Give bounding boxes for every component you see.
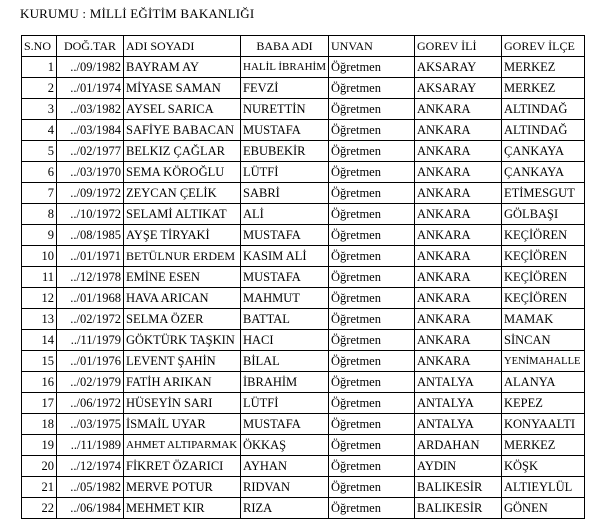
cell-full-name: AYSEL SARICA [124,99,241,120]
cell-duty-province: ANTALYA [415,393,502,414]
cell-title: Öğretmen [329,141,415,162]
cell-title: Öğretmen [329,414,415,435]
cell-duty-district: KEPEZ [502,393,585,414]
cell-full-name: İSMAİL UYAR [124,414,241,435]
table-row [22,183,585,204]
table-row [22,225,585,246]
cell-sno: 5 [22,141,57,162]
table-row [22,246,585,267]
cell-duty-province: ANKARA [415,183,502,204]
cell-duty-province: ANKARA [415,120,502,141]
cell-sno: 6 [22,162,57,183]
cell-birth-date: ../11/1979 [57,330,124,351]
cell-title: Öğretmen [329,498,415,519]
cell-full-name: ZEYCAN ÇELİK [124,183,241,204]
cell-birth-date: ../06/1984 [57,498,124,519]
cell-duty-district: ETİMESGUT [502,183,585,204]
cell-father-name: LÜTFİ [241,162,329,183]
cell-duty-province: BALIKESİR [415,477,502,498]
cell-sno: 19 [22,435,57,456]
table-row [22,309,585,330]
cell-title: Öğretmen [329,330,415,351]
table-row [22,351,585,372]
cell-father-name: FEVZİ [241,78,329,99]
cell-birth-date: ../02/1979 [57,372,124,393]
cell-father-name: KASIM ALİ [241,246,329,267]
cell-title: Öğretmen [329,267,415,288]
cell-birth-date: ../03/1984 [57,120,124,141]
col-header-full-name: ADI SOYADI [124,36,241,57]
table-row [22,57,585,78]
table-row [22,372,585,393]
cell-full-name: SELAMİ ALTIKAT [124,204,241,225]
cell-father-name: BİLAL [241,351,329,372]
table-row [22,414,585,435]
cell-duty-district: ALTIEYLÜL [502,477,585,498]
cell-title: Öğretmen [329,456,415,477]
cell-title: Öğretmen [329,246,415,267]
cell-duty-province: ANKARA [415,351,502,372]
cell-birth-date: ../01/1968 [57,288,124,309]
cell-title: Öğretmen [329,288,415,309]
cell-full-name: FİKRET ÖZARICI [124,456,241,477]
cell-duty-district: YENİMAHALLE [502,351,585,372]
cell-sno: 20 [22,456,57,477]
cell-duty-district: ÇANKAYA [502,162,585,183]
cell-birth-date: ../09/1972 [57,183,124,204]
table-row [22,120,585,141]
cell-sno: 1 [22,57,57,78]
cell-full-name: MERVE POTUR [124,477,241,498]
cell-duty-province: ANTALYA [415,414,502,435]
cell-title: Öğretmen [329,393,415,414]
table-row [22,456,585,477]
cell-duty-province: ANKARA [415,267,502,288]
cell-title: Öğretmen [329,351,415,372]
cell-title: Öğretmen [329,183,415,204]
cell-duty-district: KEÇİÖREN [502,288,585,309]
cell-duty-district: MAMAK [502,309,585,330]
cell-father-name: MAHMUT [241,288,329,309]
cell-birth-date: ../03/1982 [57,99,124,120]
cell-duty-province: ANKARA [415,99,502,120]
cell-duty-province: ARDAHAN [415,435,502,456]
cell-duty-district: MERKEZ [502,435,585,456]
col-header-sno: S.NO [22,36,57,57]
cell-title: Öğretmen [329,120,415,141]
cell-full-name: AHMET ALTIPARMAK [124,435,241,456]
cell-title: Öğretmen [329,78,415,99]
cell-title: Öğretmen [329,57,415,78]
cell-father-name: AYHAN [241,456,329,477]
cell-full-name: HÜSEYİN SARI [124,393,241,414]
cell-father-name: MUSTAFA [241,225,329,246]
col-header-duty-province: GOREV İLİ [415,36,502,57]
cell-sno: 16 [22,372,57,393]
cell-sno: 10 [22,246,57,267]
cell-duty-district: ÇANKAYA [502,141,585,162]
cell-father-name: ÖKKAŞ [241,435,329,456]
cell-duty-district: ALTINDAĞ [502,99,585,120]
table-row [22,477,585,498]
cell-birth-date: ../01/1971 [57,246,124,267]
cell-full-name: MİYASE SAMAN [124,78,241,99]
cell-father-name: ALİ [241,204,329,225]
cell-duty-district: MERKEZ [502,57,585,78]
table-row [22,288,585,309]
cell-sno: 14 [22,330,57,351]
cell-full-name: BAYRAM AY [124,57,241,78]
cell-birth-date: ../01/1976 [57,351,124,372]
cell-sno: 11 [22,267,57,288]
cell-title: Öğretmen [329,162,415,183]
cell-father-name: EBUBEKİR [241,141,329,162]
cell-father-name: MUSTAFA [241,267,329,288]
cell-duty-province: ANTALYA [415,372,502,393]
cell-sno: 22 [22,498,57,519]
cell-father-name: HALİL İBRAHİM [241,57,329,78]
col-header-title: UNVAN [329,36,415,57]
cell-title: Öğretmen [329,477,415,498]
cell-duty-district: GÖLBAŞI [502,204,585,225]
personnel-table [21,35,585,519]
cell-full-name: HAVA ARICAN [124,288,241,309]
cell-birth-date: ../11/1989 [57,435,124,456]
cell-duty-province: AKSARAY [415,78,502,99]
cell-title: Öğretmen [329,372,415,393]
col-header-birth-date: DOĞ.TAR [57,36,124,57]
cell-sno: 2 [22,78,57,99]
cell-sno: 18 [22,414,57,435]
cell-full-name: FATİH ARIKAN [124,372,241,393]
cell-father-name: SABRİ [241,183,329,204]
document-heading: KURUMU : MİLLİ EĞİTİM BAKANLIĞI [20,6,255,21]
cell-sno: 7 [22,183,57,204]
cell-sno: 12 [22,288,57,309]
cell-father-name: MUSTAFA [241,120,329,141]
cell-father-name: MUSTAFA [241,414,329,435]
cell-full-name: EMİNE ESEN [124,267,241,288]
cell-duty-district: KEÇİÖREN [502,267,585,288]
cell-birth-date: ../06/1972 [57,393,124,414]
cell-title: Öğretmen [329,435,415,456]
cell-duty-district: SİNCAN [502,330,585,351]
table-row [22,162,585,183]
cell-duty-district: GÖNEN [502,498,585,519]
table-row [22,78,585,99]
cell-duty-district: ALANYA [502,372,585,393]
cell-duty-province: ANKARA [415,225,502,246]
cell-sno: 3 [22,99,57,120]
table-body [22,57,585,519]
cell-duty-province: ANKARA [415,141,502,162]
table-row [22,330,585,351]
cell-duty-district: KÖŞK [502,456,585,477]
cell-birth-date: ../12/1974 [57,456,124,477]
cell-sno: 17 [22,393,57,414]
cell-sno: 13 [22,309,57,330]
cell-full-name: SEMA KÖROĞLU [124,162,241,183]
cell-title: Öğretmen [329,99,415,120]
cell-birth-date: ../10/1972 [57,204,124,225]
cell-full-name: SAFİYE BABACAN [124,120,241,141]
cell-full-name: BETÜLNUR ERDEM [124,246,241,267]
cell-full-name: BELKIZ ÇAĞLAR [124,141,241,162]
cell-duty-province: ANKARA [415,204,502,225]
table-row [22,99,585,120]
cell-father-name: LÜTFİ [241,393,329,414]
cell-duty-province: ANKARA [415,162,502,183]
cell-title: Öğretmen [329,225,415,246]
col-header-father-name: BABA ADI [241,36,329,57]
cell-sno: 4 [22,120,57,141]
col-header-duty-district: GOREV İLÇE [502,36,585,57]
cell-birth-date: ../09/1982 [57,57,124,78]
cell-duty-province: AKSARAY [415,57,502,78]
cell-duty-district: KEÇİÖREN [502,225,585,246]
cell-birth-date: ../05/1982 [57,477,124,498]
cell-duty-district: KONYAALTI [502,414,585,435]
cell-birth-date: ../01/1974 [57,78,124,99]
cell-full-name: SELMA ÖZER [124,309,241,330]
table-row [22,393,585,414]
table-row [22,267,585,288]
cell-title: Öğretmen [329,309,415,330]
cell-father-name: RIDVAN [241,477,329,498]
cell-birth-date: ../02/1972 [57,309,124,330]
cell-full-name: AYŞE TİRYAKİ [124,225,241,246]
cell-sno: 9 [22,225,57,246]
cell-birth-date: ../12/1978 [57,267,124,288]
cell-birth-date: ../02/1977 [57,141,124,162]
cell-duty-district: ALTINDAĞ [502,120,585,141]
cell-father-name: İBRAHİM [241,372,329,393]
cell-duty-province: ANKARA [415,288,502,309]
cell-father-name: RIZA [241,498,329,519]
cell-sno: 8 [22,204,57,225]
cell-full-name: LEVENT ŞAHİN [124,351,241,372]
cell-father-name: HACI [241,330,329,351]
table-header-row [22,36,585,57]
cell-duty-province: ANKARA [415,309,502,330]
cell-sno: 15 [22,351,57,372]
cell-father-name: BATTAL [241,309,329,330]
table-row [22,204,585,225]
cell-duty-province: ANKARA [415,330,502,351]
cell-father-name: NURETTİN [241,99,329,120]
cell-birth-date: ../08/1985 [57,225,124,246]
table-row [22,141,585,162]
cell-duty-district: KEÇİÖREN [502,246,585,267]
cell-duty-province: BALIKESİR [415,498,502,519]
cell-duty-district: MERKEZ [502,78,585,99]
table-row [22,498,585,519]
cell-birth-date: ../03/1975 [57,414,124,435]
cell-full-name: GÖKTÜRK TAŞKIN [124,330,241,351]
cell-duty-province: AYDIN [415,456,502,477]
table-row [22,435,585,456]
cell-duty-province: ANKARA [415,246,502,267]
cell-sno: 21 [22,477,57,498]
cell-full-name: MEHMET KIR [124,498,241,519]
cell-title: Öğretmen [329,204,415,225]
cell-birth-date: ../03/1970 [57,162,124,183]
